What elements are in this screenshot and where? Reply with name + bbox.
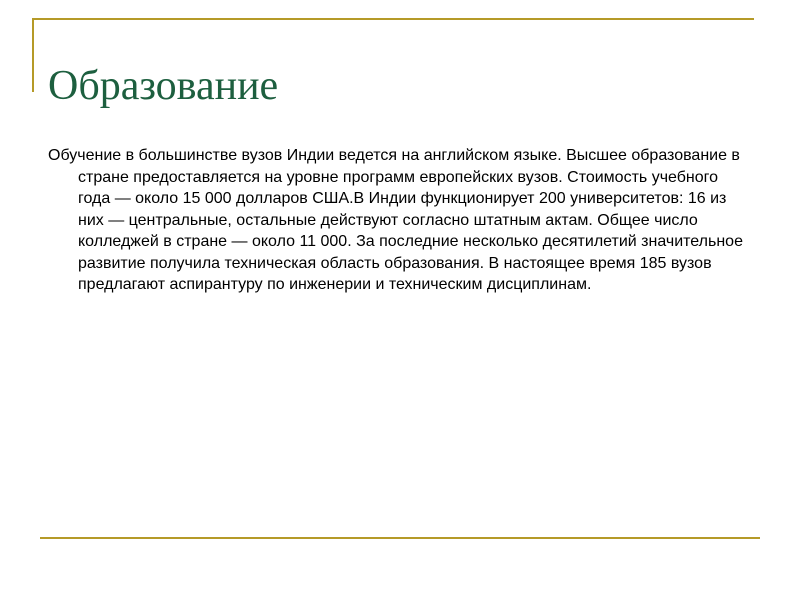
top-divider-line (32, 18, 754, 20)
left-accent-line (32, 18, 34, 92)
bottom-divider-line (40, 537, 760, 539)
slide-body-paragraph: Обучение в большинстве вузов Индии ведется на английском языке. Высшее образование в стране предоставляется на уровне программ европейских вузов. Стоимость учебного года — около 15 000 долларов США.В Индии функционирует 200 университетов: 16 из них — центральные, остальные действуют согласно штатным актам. Общее число колледжей в стране — около 11 000. За последние несколько десятилетий значительное развитие получила техническая область образования. В настоящее время 185 вузов предлагают аспирантуру по инженерии и техническим дисциплинам. (48, 147, 743, 293)
slide-title: Образование (48, 63, 279, 109)
